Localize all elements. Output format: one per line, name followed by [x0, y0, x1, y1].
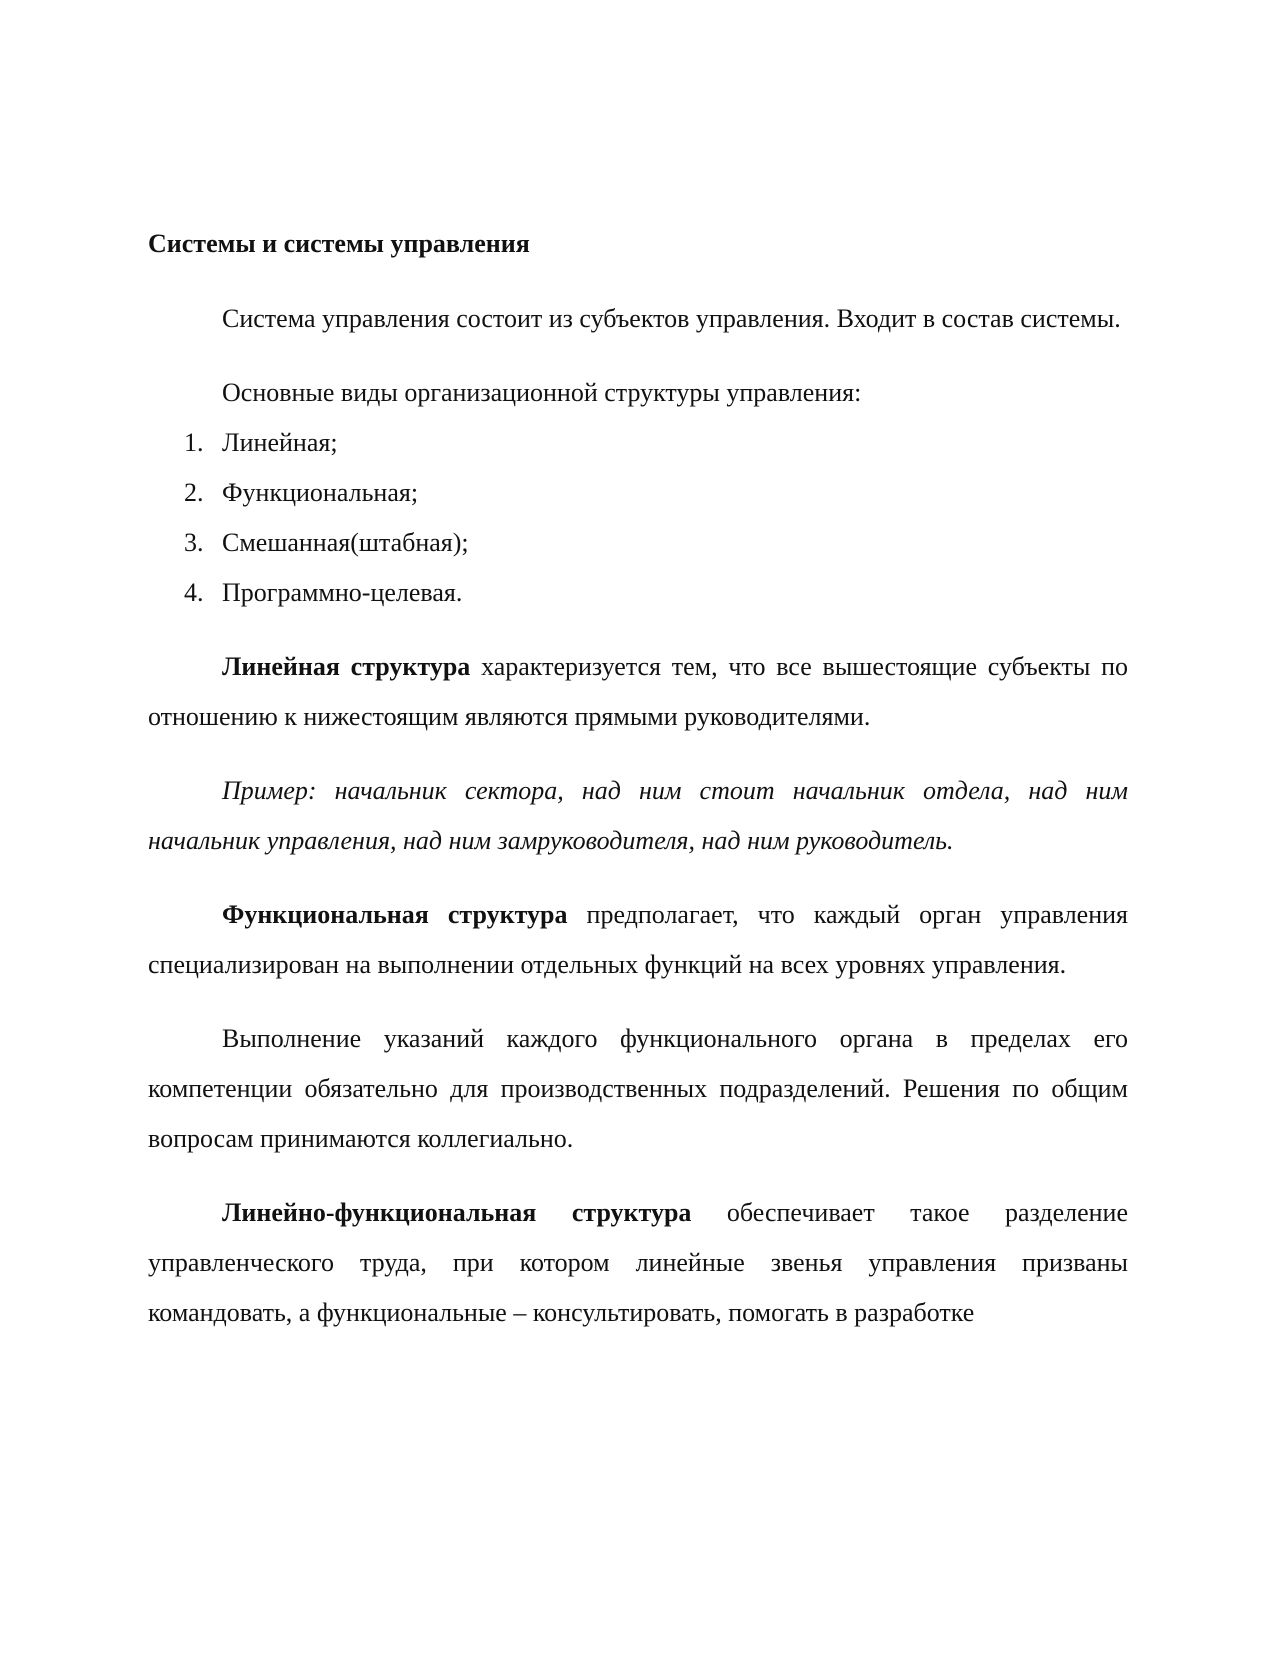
list-item-text: Программно-целевая.	[222, 578, 463, 607]
list-item	[148, 468, 1128, 518]
list-item-text: Смешанная(штабная);	[222, 528, 469, 557]
paragraph-text: характеризуется тем, что все вышестоящие субъекты по отношению к нижестоящим являются прямыми руководителями.	[148, 652, 1128, 731]
paragraph-structure-types-intro: Основные виды организационной структуры управления:	[222, 378, 862, 407]
list-item	[148, 518, 1128, 568]
paragraph-example: Пример: начальник сектора, над ним стоит начальник отдела, над ним начальник управления, над ним замруководителя, над ним руководитель.	[148, 776, 1128, 855]
paragraph-linear-structure	[148, 642, 1128, 742]
paragraph-functional-structure	[148, 890, 1128, 990]
paragraph-functional-orders: Выполнение указаний каждого функционального органа в пределах его компетенции обязательно для производственных подразделений. Решения по общим вопросам принимаются коллегиально.	[148, 1024, 1128, 1153]
structure-types-list	[148, 418, 1128, 618]
term-linear-functional-structure: Линейно-функциональная структура	[222, 1198, 692, 1227]
list-item-number: 2.	[184, 478, 204, 507]
page-title: Системы и системы управления	[148, 229, 530, 258]
list-item-text: Линейная;	[222, 428, 338, 457]
paragraph-system-definition: Система управления состоит из субъектов управления. Входит в состав системы.	[222, 304, 1121, 333]
document-page	[148, 222, 1128, 1362]
list-item	[148, 568, 1128, 618]
list-item-number: 1.	[184, 428, 204, 457]
paragraph-text: предполагает, что каждый орган управления специализирован на выполнении отдельных функций на всех уровнях управления.	[148, 900, 1128, 979]
paragraph-text: обеспечивает такое разделение управленческого труда, при котором линейные звенья управления призваны командовать, а функциональные – консультировать, помогать в разработке	[148, 1198, 1128, 1327]
list-item-number: 4.	[184, 578, 204, 607]
term-functional-structure: Функциональная структура	[222, 900, 568, 929]
term-linear-structure: Линейная структура	[222, 652, 471, 681]
list-item-number: 3.	[184, 528, 204, 557]
list-item	[148, 418, 1128, 468]
paragraph-linear-functional-structure	[148, 1188, 1128, 1338]
list-item-text: Функциональная;	[222, 478, 419, 507]
